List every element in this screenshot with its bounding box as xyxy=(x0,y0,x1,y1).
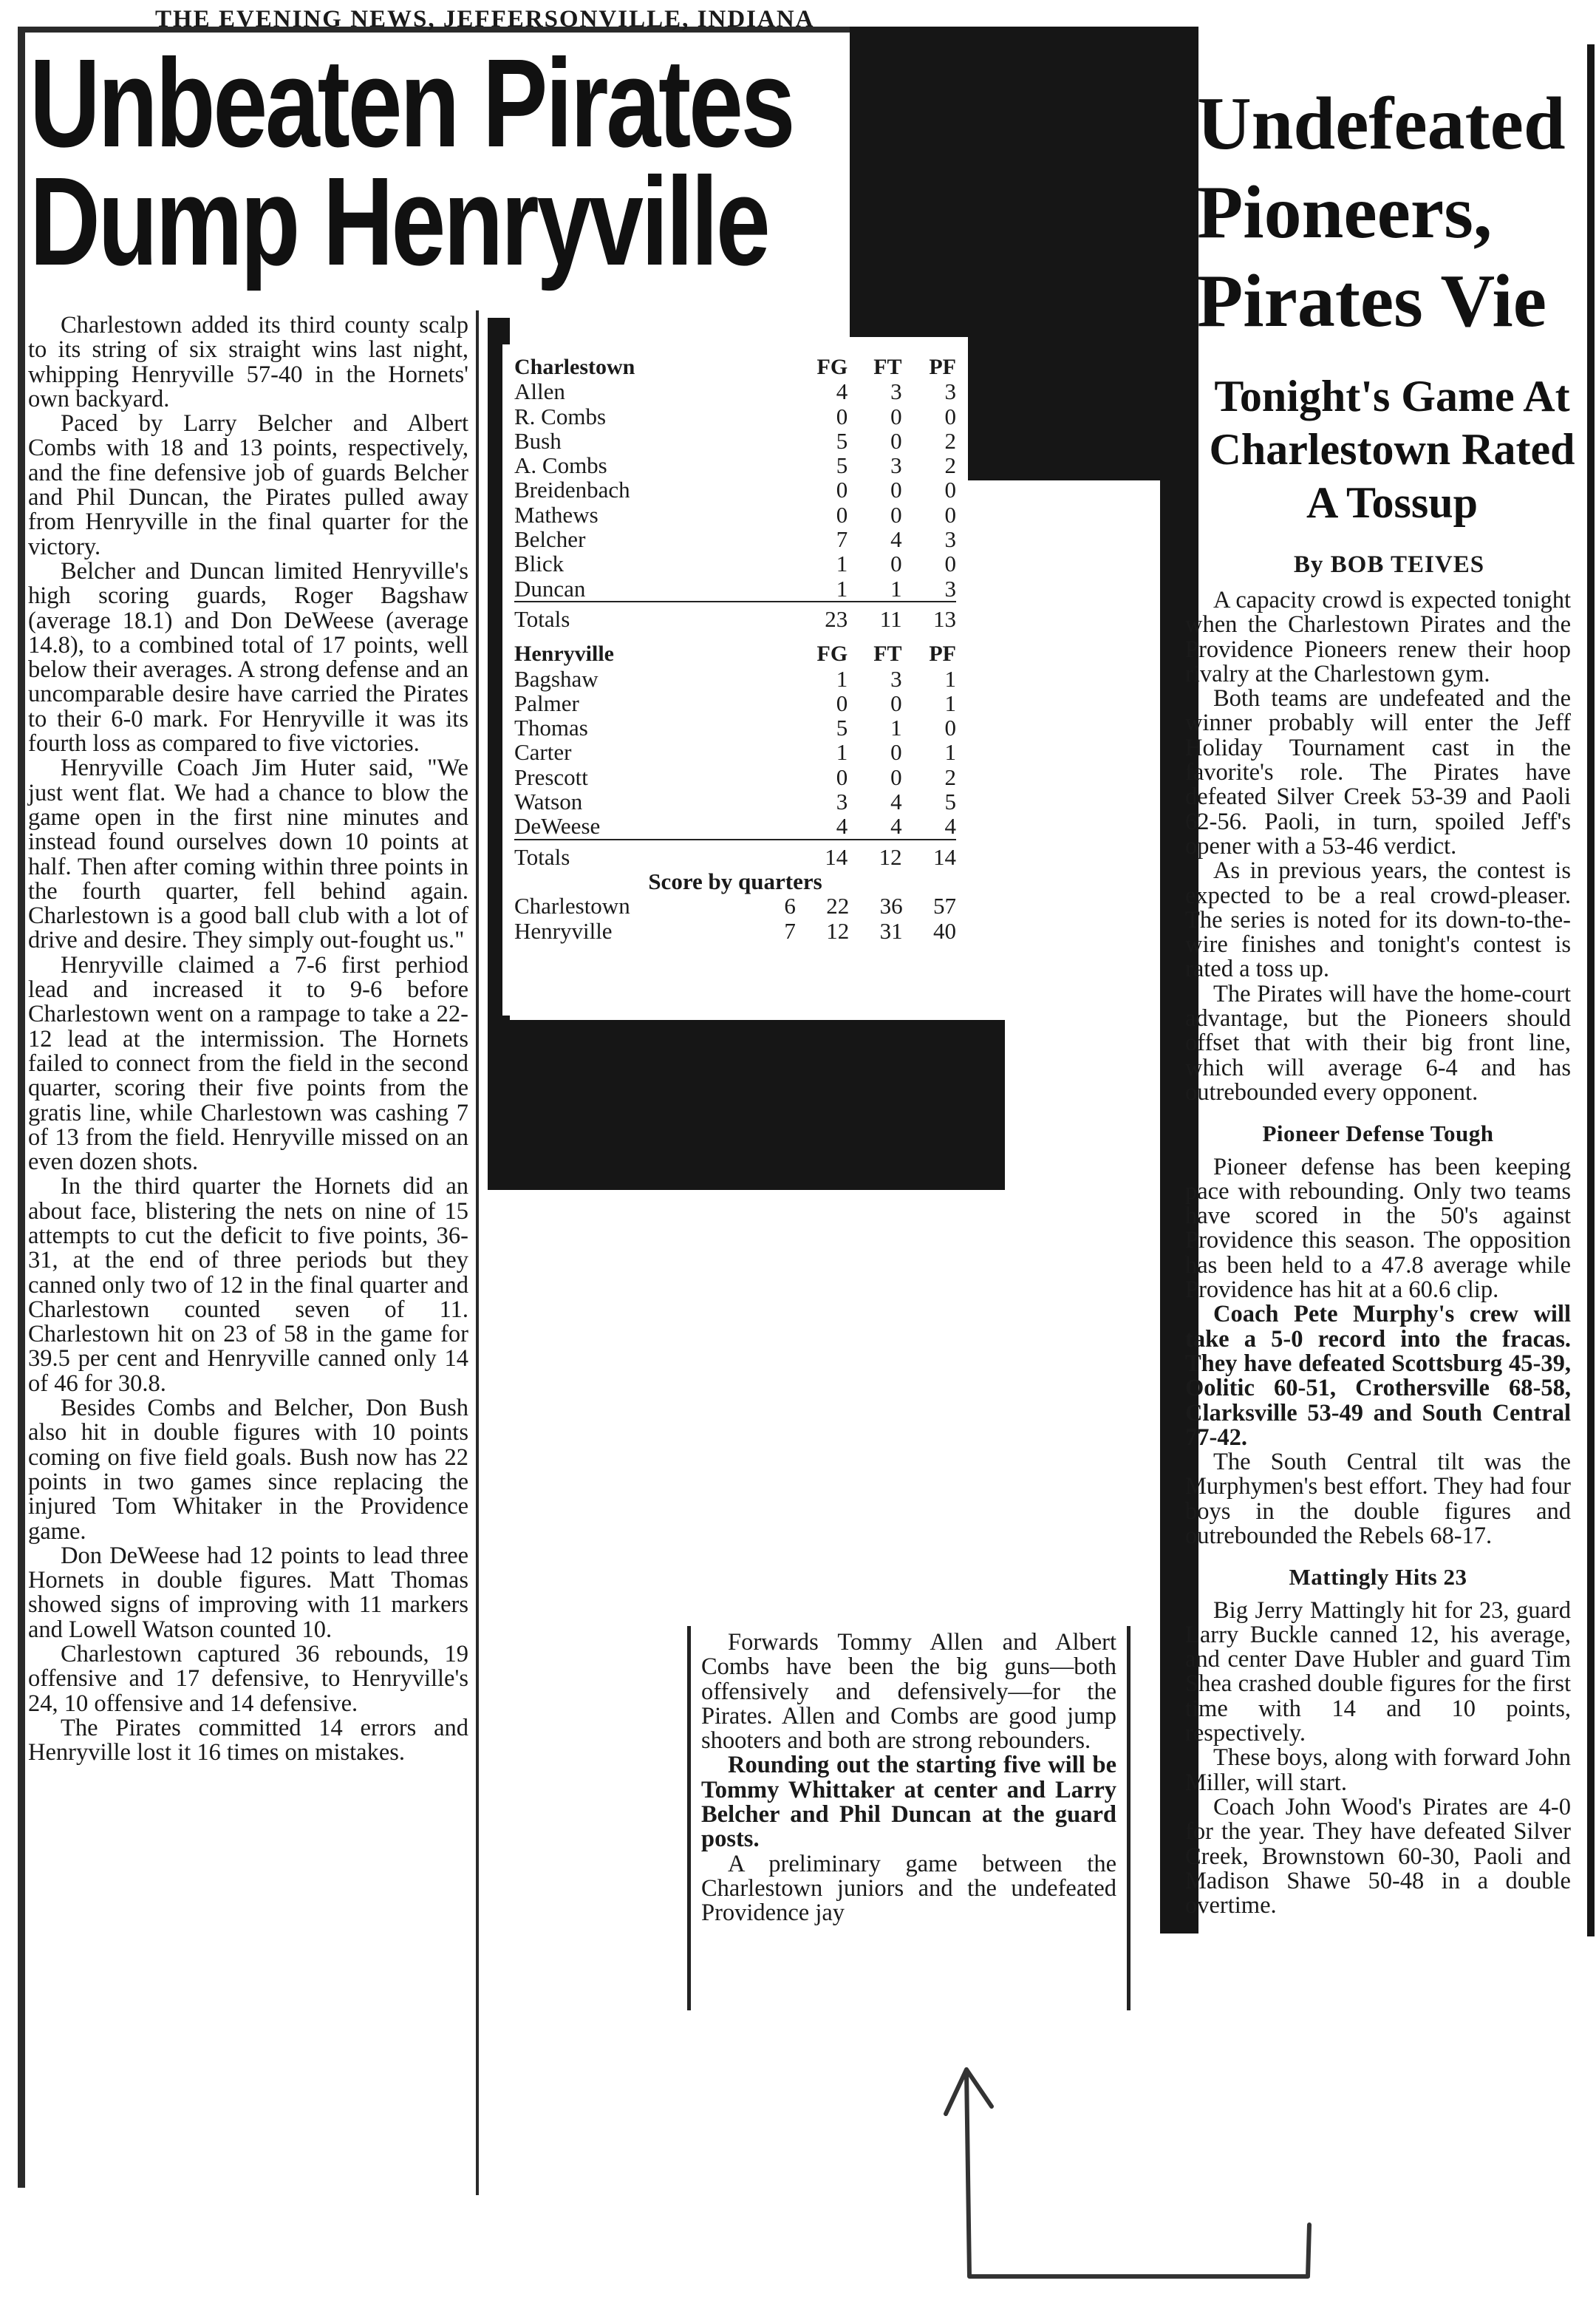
clipping-shadow xyxy=(495,1020,1005,1190)
story-paragraph: Forwards Tommy Allen and Albert Combs have been the big guns—both offensively and defensively—for the Pirates. Allen and Combs are good jump shooters and both are strong rebounders. xyxy=(701,1629,1116,1755)
player-name: Breidenbach xyxy=(514,477,630,503)
stat-fg: 5 xyxy=(836,427,848,454)
story-paragraph: Both teams are undefeated and the winner probably will enter the Jeff Holiday Tournament cast in the favorite's role. The Pirates have defeated Silver Creek 53-39 and Paoli 62-56. Paoli, in turn, spoiled Jeff's opener with a 53-46 verdict. xyxy=(1185,685,1571,860)
quarter-row xyxy=(514,919,956,943)
story-paragraph: Paced by Larry Belcher and Albert Combs with 18 and 13 points, respectively, and the fine defensive job of guards Belcher and Phil Duncan, the Pirates pulled away from Henryville in the final quarter for the victory. xyxy=(28,410,468,560)
stat-ft: 0 xyxy=(890,403,902,429)
column-header: FG xyxy=(816,642,848,667)
stat-fg: 1 xyxy=(836,551,848,577)
stat-pf: 0 xyxy=(944,551,956,577)
stat-pf: 1 xyxy=(944,665,956,692)
story-paragraph: Charlestown added its third county scalp to its string of six straight wins last night, whipping Henryville 57-40 in the Hornets' own backyard. xyxy=(28,312,468,412)
player-name: A. Combs xyxy=(514,452,607,479)
player-row xyxy=(514,814,956,839)
column-header: FT xyxy=(873,642,902,667)
right-headline: Undefeated Pioneers, Pirates Vie xyxy=(1197,82,1566,343)
player-row xyxy=(514,404,956,429)
story-paragraph: Coach John Wood's Pirates are 4-0 for the year. They have defeated Silver Creek, Brownstown 60-30, Paoli and Madison Shawe 50-48 in a double overtime. xyxy=(1185,1793,1571,1919)
sidebar-story xyxy=(687,1626,1130,2010)
column-header: PF xyxy=(929,355,956,379)
total-pf: 13 xyxy=(902,602,956,631)
stat-pf: 0 xyxy=(944,477,956,503)
player-row xyxy=(514,477,956,502)
stat-fg: 1 xyxy=(836,665,848,692)
sidebar-text xyxy=(701,1630,1116,1926)
section-subhead: Mattingly Hits 23 xyxy=(1289,1564,1467,1591)
total-ft: 12 xyxy=(848,840,901,869)
player-row xyxy=(514,429,956,453)
stat-fg: 5 xyxy=(836,452,848,479)
player-name: Bagshaw xyxy=(514,665,598,692)
stat-ft: 0 xyxy=(890,477,902,503)
player-row xyxy=(514,765,956,789)
stat-pf: 2 xyxy=(944,452,956,479)
story-paragraph: Rounding out the starting five will be Tommy Whittaker at center and Larry Belcher and Phil Duncan at the guard posts. xyxy=(701,1752,1116,1853)
column-divider xyxy=(476,310,479,2195)
spacer-row xyxy=(514,631,956,642)
stat-ft: 4 xyxy=(890,813,902,840)
right-story xyxy=(1185,588,1571,1918)
player-name: Carter xyxy=(514,739,572,766)
headline-line-2: Dump Henryville xyxy=(30,152,768,292)
totals-row xyxy=(514,602,956,631)
stat-fg: 0 xyxy=(836,501,848,528)
player-name: R. Combs xyxy=(514,403,607,429)
player-name: DeWeese xyxy=(514,813,601,840)
stat-ft: 1 xyxy=(890,715,902,741)
story-paragraph: The South Central tilt was the Murphymen's best effort. They had four boys in the double figures and outrebounded the Rebels 68-17. xyxy=(1185,1449,1571,1549)
player-name: Belcher xyxy=(514,526,586,553)
total-ft: 11 xyxy=(848,602,901,631)
team-header-row xyxy=(514,642,956,666)
player-name: Mathews xyxy=(514,501,598,528)
clipping-shadow xyxy=(1587,44,1595,1936)
stat-fg: 0 xyxy=(836,477,848,503)
continuation-arrow-icon xyxy=(931,2055,1330,2306)
story-paragraph: A capacity crowd is expected tonight when the Charlestown Pirates and the Providence Pioneers renew their hoop rivalry at the Charlestown gym. xyxy=(1185,587,1571,687)
story-paragraph: These boys, along with forward John Miller, will start. xyxy=(1185,1744,1571,1796)
stat-pf: 2 xyxy=(944,427,956,454)
stat-ft: 4 xyxy=(890,526,902,553)
totals-label: Totals xyxy=(514,602,794,631)
player-row xyxy=(514,453,956,477)
story-paragraph: The Pirates will have the home-court advantage, but the Pioneers should offset that with their big front line, which will average 6-4 and has outrebounded every opponent. xyxy=(1185,980,1571,1106)
story-paragraph: Besides Combs and Belcher, Don Bush also hit in double figures with 10 points coming on five field goals. Bush now has 22 points in two games since replacing the injured Tom Whitaker in the Providence game. xyxy=(28,1395,468,1545)
quarters-title-row xyxy=(514,869,956,894)
stat-ft: 0 xyxy=(890,763,902,790)
quarter-score: 40 xyxy=(933,917,956,944)
stat-fg: 4 xyxy=(836,378,848,405)
story-paragraph: In the third quarter the Hornets did an about face, blistering the nets on nine of 15 attempts to cut the deficit to five points, 36-31, at the end of three periods but they canned only two of 12 in the final quarter and Charlestown counted seven of 11. Charlestown hit on 23 of 58 in the game for 39.5 per cent and Henryville canned only 14 of 46 for 30.8. xyxy=(28,1173,468,1397)
story-paragraph: Belcher and Duncan limited Henryville's high scoring guards, Roger Bagshaw (average 18.1) and Don DeWeese (average 14.8), to a combined total of 17 points, well below their averages. A strong defense and an uncomparable desire have carried the Pirates to their 6-0 mark. For Henryville it was its fourth loss as compared to five victories. xyxy=(28,557,468,758)
story-paragraph: The Pirates committed 14 errors and Henryville lost it 16 times on mistakes. xyxy=(28,1714,468,1766)
stat-ft: 1 xyxy=(890,575,902,602)
player-row xyxy=(514,740,956,764)
story-paragraph: Charlestown captured 36 rebounds, 19 offensive and 17 defensive, to Henryville's 24, 10 offensive and 14 defensive. xyxy=(28,1641,468,1717)
story-paragraph: A preliminary game between the Charlestown juniors and the undefeated Providence jay xyxy=(701,1850,1116,1927)
quarter-score: 31 xyxy=(879,917,903,944)
team-name: Henryville xyxy=(514,642,614,667)
totals-label: Totals xyxy=(514,840,794,869)
quarter-score: 22 xyxy=(826,893,850,919)
quarter-score: 36 xyxy=(879,893,903,919)
byline: By BOB TEIVES xyxy=(1293,551,1485,578)
stat-pf: 3 xyxy=(944,575,956,602)
stat-pf: 5 xyxy=(944,789,956,815)
stat-fg: 4 xyxy=(836,813,848,840)
stat-ft: 0 xyxy=(890,690,902,716)
quarter-row xyxy=(514,894,956,918)
story-paragraph: Henryville Coach Jim Huter said, "We just went flat. We had a chance to blow the game open in the first nine minutes and instead found ourselves down 10 points at half. Then after coming within three points in the fourth quarter, fell behind again. Charlestown is a good ball club with a lot of drive and desire. They simply out-fought us." xyxy=(28,755,468,954)
story-paragraph: As in previous years, the contest is expected to be a real crowd-pleaser. The series is noted for its down-to-the-wire finishes and tonight's contest is rated a toss up. xyxy=(1185,857,1571,983)
stat-fg: 7 xyxy=(836,526,848,553)
stat-ft: 3 xyxy=(890,452,902,479)
player-row xyxy=(514,551,956,576)
player-name: Watson xyxy=(514,789,583,815)
player-row xyxy=(514,379,956,404)
stat-ft: 0 xyxy=(890,739,902,766)
totals-row xyxy=(514,840,956,869)
player-name: Allen xyxy=(514,378,565,405)
player-row xyxy=(514,715,956,740)
quarter-score: 6 xyxy=(784,893,796,919)
quarter-team: Henryville xyxy=(514,917,613,944)
player-row xyxy=(514,691,956,715)
clipping-shadow xyxy=(850,27,1182,337)
box-score xyxy=(502,344,968,1016)
column-header: FT xyxy=(873,355,902,379)
stat-fg: 0 xyxy=(836,763,848,790)
story-paragraph: Big Jerry Mattingly hit for 23, guard Larry Buckle canned 12, his average, and center Dave Hubler and guard Tim Shea crashed double figures for the first time with 14 and 10 points, respectively. xyxy=(1185,1596,1571,1747)
quarter-team: Charlestown xyxy=(514,893,630,919)
box-score-table xyxy=(514,355,956,894)
stat-fg: 1 xyxy=(836,739,848,766)
stat-ft: 4 xyxy=(890,789,902,815)
player-row xyxy=(514,527,956,551)
column-header: PF xyxy=(929,642,956,667)
stat-ft: 3 xyxy=(890,665,902,692)
page-border-left xyxy=(18,30,25,2188)
team-header-row xyxy=(514,355,956,379)
total-fg: 14 xyxy=(794,840,848,869)
stat-pf: 4 xyxy=(944,813,956,840)
section-subhead: Pioneer Defense Tough xyxy=(1262,1120,1494,1147)
player-name: Bush xyxy=(514,427,562,454)
stat-fg: 0 xyxy=(836,403,848,429)
stat-pf: 2 xyxy=(944,763,956,790)
stat-ft: 0 xyxy=(890,501,902,528)
stat-pf: 0 xyxy=(944,501,956,528)
player-name: Duncan xyxy=(514,575,586,602)
stat-ft: 0 xyxy=(890,427,902,454)
player-name: Thomas xyxy=(514,715,588,741)
total-fg: 23 xyxy=(794,602,848,631)
player-row xyxy=(514,503,956,527)
stat-fg: 1 xyxy=(836,575,848,602)
stat-pf: 1 xyxy=(944,690,956,716)
stat-pf: 1 xyxy=(944,739,956,766)
quarters-title: Score by quarters xyxy=(648,868,822,894)
team-name: Charlestown xyxy=(514,355,635,379)
player-row xyxy=(514,789,956,814)
stat-pf: 3 xyxy=(944,526,956,553)
quarter-score: 7 xyxy=(784,917,796,944)
quarter-score: 12 xyxy=(826,917,850,944)
player-row xyxy=(514,576,956,602)
stat-ft: 3 xyxy=(890,378,902,405)
story-paragraph: Coach Pete Murphy's crew will take a 5-0 record into the fracas. They have defeated Scottsburg 45-39, Oolitic 60-51, Crothersville 68-58, Clarksville 53-49 and South Central 77-42. xyxy=(1185,1301,1571,1451)
story-paragraph: Henryville claimed a 7-6 first perhiod lead and increased it to 9-6 before Charlestown went on a rampage to take a 22-12 lead at the intermission. The Hornets failed to connect from the field in the second quarter, scoring their five points from the gratis line, while Charlestown was cashing 7 of 13 from the field. Henryville missed on an even dozen shots. xyxy=(28,951,468,1176)
column-header: FG xyxy=(816,355,848,379)
clipping-shadow xyxy=(968,318,1167,480)
player-name: Prescott xyxy=(514,763,588,790)
total-pf: 14 xyxy=(902,840,956,869)
headline-line-1: Unbeaten Pirates xyxy=(30,33,794,174)
main-story xyxy=(28,313,468,1766)
right-subheadline: Tonight's Game At Charlestown Rated A Tossup xyxy=(1209,372,1575,527)
player-name: Blick xyxy=(514,551,565,577)
story-paragraph: Pioneer defense has been keeping pace with rebounding. Only two teams have scored in the 50's against Providence this season. The opposition has been held to a 47.8 average while Providence has hit at a 60.6 clip. xyxy=(1185,1153,1571,1304)
stat-pf: 0 xyxy=(944,715,956,741)
stat-pf: 0 xyxy=(944,403,956,429)
stat-ft: 0 xyxy=(890,551,902,577)
stat-fg: 0 xyxy=(836,690,848,716)
stat-fg: 5 xyxy=(836,715,848,741)
story-paragraph: Don DeWeese had 12 points to lead three Hornets in double figures. Matt Thomas showed signs of improving with 11 markers and Lowell Watson counted 10. xyxy=(28,1542,468,1643)
player-name: Palmer xyxy=(514,690,579,716)
masthead: THE EVENING NEWS, JEFFERSONVILLE, INDIANA xyxy=(155,6,815,33)
stat-pf: 3 xyxy=(944,378,956,405)
quarter-score: 57 xyxy=(933,893,956,919)
stat-fg: 3 xyxy=(836,789,848,815)
player-row xyxy=(514,667,956,691)
headline xyxy=(30,33,794,292)
quarters-table xyxy=(514,894,956,943)
